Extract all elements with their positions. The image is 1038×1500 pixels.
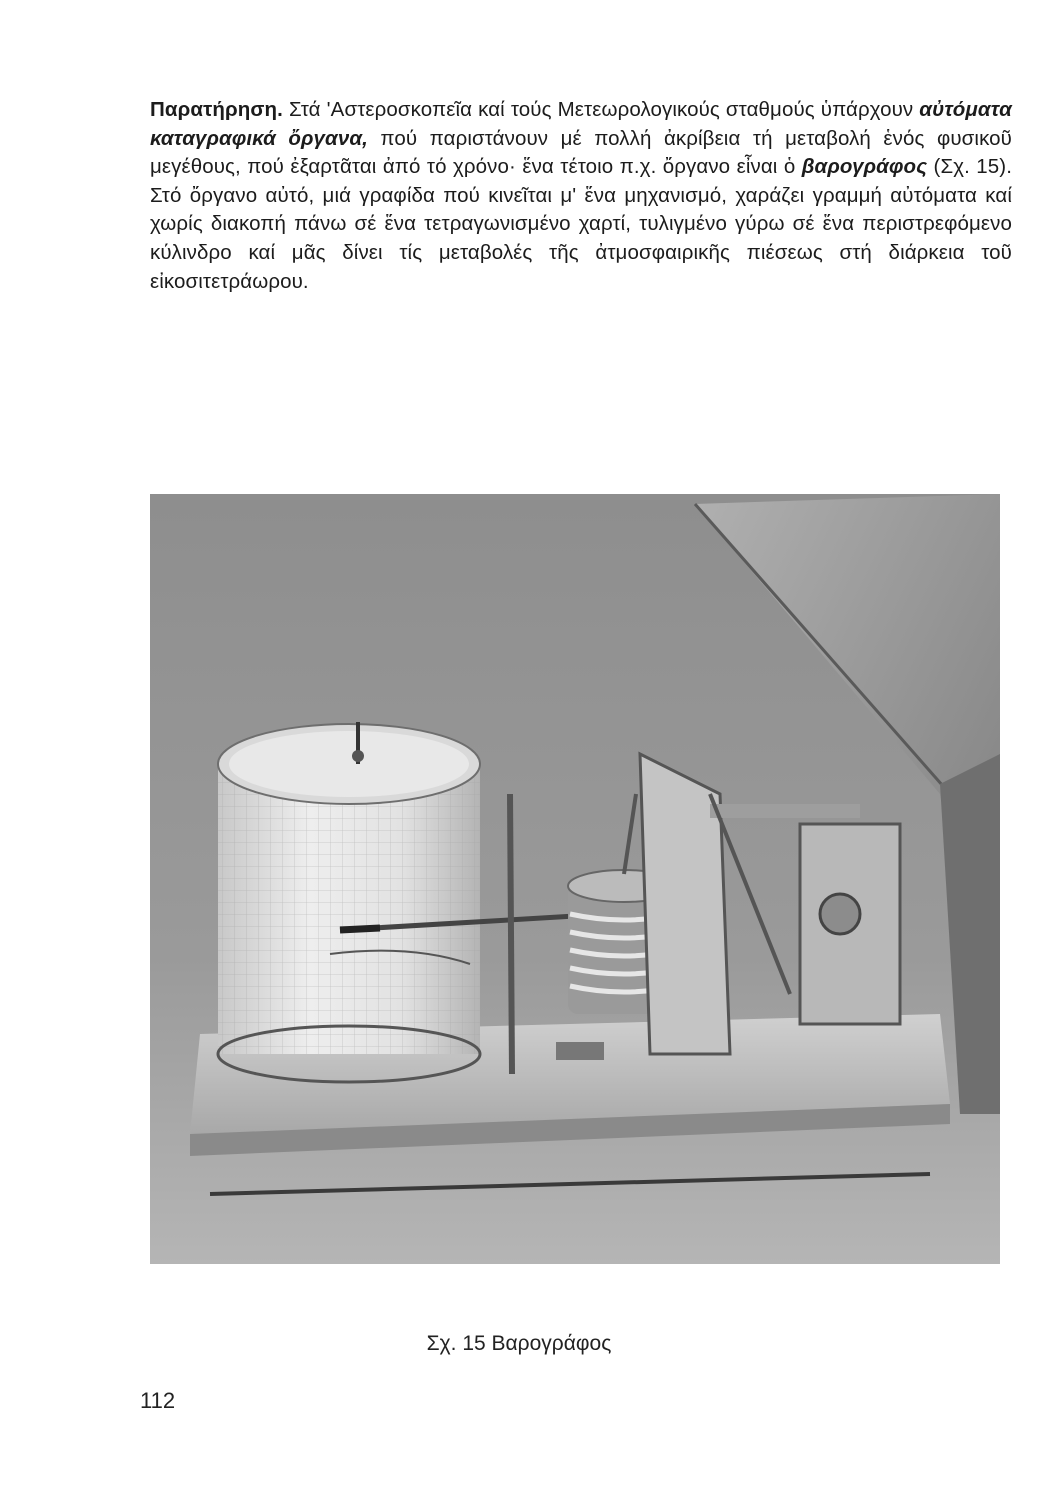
figure-caption: Σχ. 15 Βαρογράφος — [426, 1332, 612, 1355]
emphasis-barograph: βαρογράφος — [801, 155, 928, 179]
paragraph-text-2: πού παριστάνουν μέ πολλή ἀκρίβεια τή μεταβολή ἑνός φυσικοῦ μεγέθους, πού ἐξαρτᾶται ἀπό τό χρόνο· ἕνα τέτοιο π.χ. ὄργανο εἶναι ὁ — [150, 126, 1012, 179]
lever-mechanism — [640, 754, 730, 1054]
support-rod — [510, 794, 512, 1074]
barograph-photo — [150, 494, 1000, 1264]
body-paragraph — [150, 96, 1012, 296]
paragraph-text-3: (Σχ. 15). Στό ὄργανο αὐτό, μιά γραφίδα πού κινεῖται μ' ἕνα μηχανισμό, χαράζει γραμμή αὐτόματα καί χωρίς διακοπή πάνω σέ ἕνα τετραγωνισμένο χαρτί, τυλιγμένο γύρω σέ ἕνα περιστρεφόμενο κύλινδρο καί μᾶς δίνει τίς μεταβολές τῆς ἀτμοσφαιρικῆς πιέσεως στή διάρκεια τοῦ εἰκοσιτετράωρου. — [150, 155, 1013, 293]
paragraph-text-1: Στά 'Αστεροσκοπεῖα καί τούς Μετεωρολογικούς σταθμούς ὑπάρχουν — [282, 98, 920, 121]
emphasis-automatic-recording-instruments: αὐτόματα καταγραφικά ὄργανα, — [150, 98, 1012, 150]
page-number: 112 — [140, 1388, 176, 1413]
note-label: Παρατήρηση. — [150, 98, 283, 121]
